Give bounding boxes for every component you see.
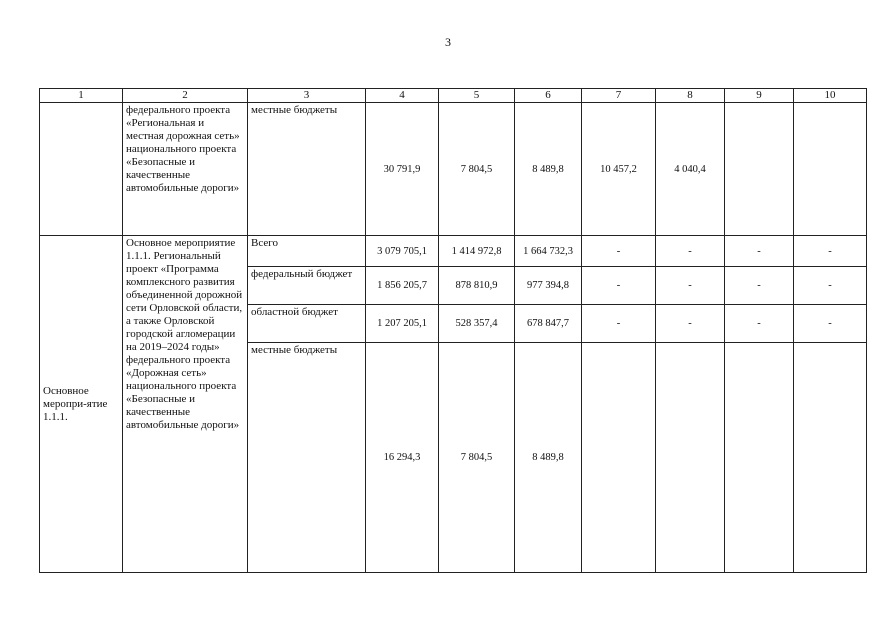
- value-cell: 3 079 705,1: [366, 236, 439, 267]
- column-header: 2: [123, 89, 248, 103]
- value-cell: -: [582, 267, 656, 305]
- value-cell: 1 856 205,7: [366, 267, 439, 305]
- value-cell: -: [582, 236, 656, 267]
- column-header: 1: [40, 89, 123, 103]
- value-cell: -: [656, 236, 725, 267]
- value-cell: 30 791,9: [366, 103, 439, 236]
- funding-source-cell: Всего: [248, 236, 366, 267]
- page-number: 3: [445, 35, 451, 49]
- funding-source-cell: областной бюджет: [248, 305, 366, 343]
- column-header: 9: [725, 89, 794, 103]
- table-row: [40, 236, 867, 267]
- value-cell: [794, 103, 867, 236]
- funding-source-cell: местные бюджеты: [248, 343, 366, 573]
- funding-source-cell: местные бюджеты: [248, 103, 366, 236]
- value-cell: 528 357,4: [439, 305, 515, 343]
- value-cell: -: [725, 267, 794, 305]
- value-cell: -: [794, 267, 867, 305]
- column-header: 8: [656, 89, 725, 103]
- value-cell: 8 489,8: [515, 343, 582, 573]
- value-cell: [794, 343, 867, 573]
- value-cell: 7 804,5: [439, 103, 515, 236]
- value-cell: 10 457,2: [582, 103, 656, 236]
- event-cell-empty: [40, 103, 123, 236]
- column-header: 4: [366, 89, 439, 103]
- column-header: 10: [794, 89, 867, 103]
- value-cell: -: [656, 305, 725, 343]
- header-row: [40, 89, 867, 103]
- value-cell: -: [656, 267, 725, 305]
- value-cell: 8 489,8: [515, 103, 582, 236]
- value-cell: 678 847,7: [515, 305, 582, 343]
- event-cell: Основное меропри-ятие 1.1.1.: [40, 236, 123, 573]
- value-cell: [656, 343, 725, 573]
- description-cell: федерального проекта «Региональная и местная дорожная сеть» национального проекта «Безопасные и качественные автомобильные дороги»: [123, 103, 248, 236]
- value-cell: [582, 343, 656, 573]
- value-cell: [725, 343, 794, 573]
- value-cell: -: [725, 305, 794, 343]
- value-cell: -: [582, 305, 656, 343]
- column-header: 5: [439, 89, 515, 103]
- description-cell: Основное мероприятие 1.1.1. Региональный проект «Программа комплексного развития объединенной дорожной сети Орловской области, а также Орловской городской агломерации на 2019–2024 годы» федерального проекта «Дорожная сеть» национального проекта «Безопасные и качественные автомобильные дороги»: [123, 236, 248, 573]
- value-cell: [725, 103, 794, 236]
- value-cell: 16 294,3: [366, 343, 439, 573]
- value-cell: 878 810,9: [439, 267, 515, 305]
- table-row: [40, 103, 867, 236]
- value-cell: 7 804,5: [439, 343, 515, 573]
- value-cell: 1 664 732,3: [515, 236, 582, 267]
- budget-table: [39, 88, 867, 573]
- column-header: 3: [248, 89, 366, 103]
- value-cell: -: [725, 236, 794, 267]
- value-cell: 1 414 972,8: [439, 236, 515, 267]
- column-header: 6: [515, 89, 582, 103]
- value-cell: 1 207 205,1: [366, 305, 439, 343]
- value-cell: -: [794, 236, 867, 267]
- funding-source-cell: федеральный бюджет: [248, 267, 366, 305]
- column-header: 7: [582, 89, 656, 103]
- value-cell: 977 394,8: [515, 267, 582, 305]
- value-cell: 4 040,4: [656, 103, 725, 236]
- value-cell: -: [794, 305, 867, 343]
